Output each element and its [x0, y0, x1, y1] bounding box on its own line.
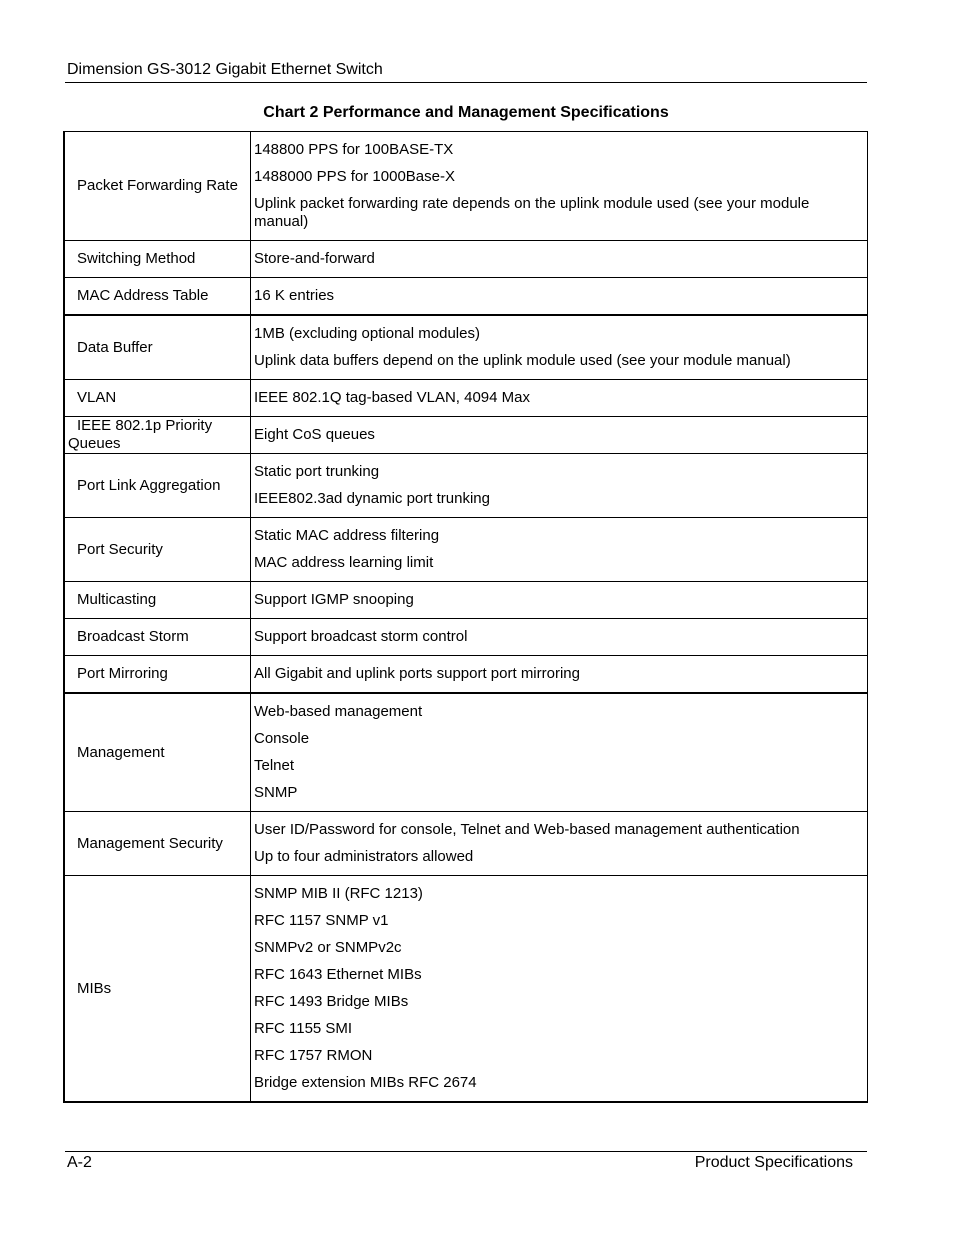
row-value-cell: [251, 619, 868, 656]
row-label: Switching Method: [77, 250, 196, 267]
row-label-cell: [64, 619, 251, 656]
value-list: [251, 876, 867, 1101]
table-row: [64, 417, 868, 454]
row-value-cell: [251, 582, 868, 619]
value-list: [251, 417, 867, 453]
value-list: [251, 454, 867, 517]
row-value-cell: [251, 656, 868, 694]
row-label: Port Mirroring: [77, 665, 168, 682]
value-item: RFC 1643 Ethernet MIBs: [254, 966, 422, 983]
chart-title: Chart 2 Performance and Management Specifications: [263, 104, 669, 121]
row-value-cell: [251, 812, 868, 876]
table-row: [64, 380, 868, 417]
row-label-cell: [64, 876, 251, 1103]
row-label: Port Link Aggregation: [77, 476, 221, 494]
row-value-cell: [251, 876, 868, 1103]
value-list: [251, 656, 867, 692]
value-item: 16 K entries: [254, 287, 335, 304]
value-item: 148800 PPS for 100BASE-TX: [254, 141, 454, 158]
row-value-cell: [251, 241, 868, 278]
value-list: [251, 278, 867, 314]
value-item: Up to four administrators allowed: [254, 848, 474, 865]
row-value-cell: [251, 518, 868, 582]
row-value-cell: [251, 693, 868, 812]
table-row: [64, 454, 868, 518]
row-value-cell: [251, 454, 868, 518]
row-label: Management: [77, 743, 165, 761]
value-list: [251, 316, 867, 379]
row-label: Data Buffer: [77, 338, 153, 356]
row-label: Port Security: [77, 540, 163, 558]
table-row: [64, 876, 868, 1103]
row-label-cell: [64, 278, 251, 316]
table-row: [64, 693, 868, 812]
row-label-cell: [64, 454, 251, 518]
value-item: Telnet: [254, 757, 295, 774]
value-item: IEEE802.3ad dynamic port trunking: [254, 490, 490, 507]
value-item: RFC 1757 RMON: [254, 1047, 373, 1064]
section-name: Product Specifications: [694, 1154, 853, 1171]
value-item: RFC 1157 SNMP v1: [254, 912, 389, 929]
value-item: Eight CoS queues: [254, 426, 375, 443]
value-item: SNMPv2 or SNMPv2c: [254, 939, 402, 956]
value-list: [251, 241, 867, 277]
row-label: VLAN: [77, 389, 117, 406]
value-item: 1MB (excluding optional modules): [254, 325, 480, 342]
table-row: [64, 582, 868, 619]
value-item: Web-based management: [254, 703, 423, 720]
row-label-cell: [64, 315, 251, 380]
value-item: Uplink data buffers depend on the uplink module used (see your module manual): [254, 352, 791, 369]
value-list: [251, 812, 867, 875]
table-row: [64, 315, 868, 380]
value-list: [251, 694, 867, 811]
value-item: Uplink packet forwarding rate depends on the uplink module used (see your module manual): [254, 195, 810, 230]
value-list: [251, 518, 867, 581]
row-label: Broadcast Storm: [77, 628, 189, 645]
value-item: MAC address learning limit: [254, 554, 434, 571]
value-item: Support IGMP snooping: [254, 591, 414, 608]
row-label-cell: [64, 241, 251, 278]
value-item: Static port trunking: [254, 463, 380, 480]
row-label-cell: [64, 582, 251, 619]
row-label-cell: [64, 518, 251, 582]
value-item: User ID/Password for console, Telnet and Web-based management authentication: [254, 821, 800, 838]
row-label-cell: [64, 812, 251, 876]
table-row: [64, 656, 868, 694]
row-label-cell: [64, 380, 251, 417]
value-item: All Gigabit and uplink ports support port mirroring: [254, 665, 580, 682]
table-row: [64, 518, 868, 582]
running-header: Dimension GS-3012 Gigabit Ethernet Switch: [67, 61, 383, 78]
value-list: [251, 132, 867, 240]
value-item: Support broadcast storm control: [254, 628, 468, 645]
page-number: A-2: [67, 1154, 92, 1171]
value-list: [251, 582, 867, 618]
value-item: RFC 1493 Bridge MIBs: [254, 993, 409, 1010]
table-row: [64, 241, 868, 278]
table-row: [64, 812, 868, 876]
value-item: Console: [254, 730, 310, 747]
value-list: [251, 619, 867, 655]
value-item: IEEE 802.1Q tag-based VLAN, 4094 Max: [254, 389, 530, 406]
value-item: Store-and-forward: [254, 250, 375, 267]
table-row: [64, 132, 868, 241]
specifications-table-body: [64, 132, 868, 1103]
header-rule: [65, 82, 867, 83]
row-value-cell: [251, 132, 868, 241]
row-label: Management Security: [77, 834, 223, 852]
value-item: Static MAC address filtering: [254, 527, 440, 544]
row-label-cell: [64, 132, 251, 241]
value-item: Bridge extension MIBs RFC 2674: [254, 1074, 477, 1091]
footer-rule: [65, 1151, 867, 1152]
value-item: SNMP MIB II (RFC 1213): [254, 885, 423, 902]
row-value-cell: [251, 380, 868, 417]
value-item: RFC 1155 SMI: [254, 1020, 353, 1037]
row-value-cell: [251, 315, 868, 380]
table-row: [64, 278, 868, 316]
specifications-table: [63, 131, 868, 1103]
value-item: SNMP: [254, 784, 298, 801]
row-label-cell: [64, 417, 251, 454]
row-label-cell: [64, 656, 251, 694]
table-row: [64, 619, 868, 656]
row-label: MAC Address Table: [77, 287, 209, 304]
row-label: Packet Forwarding Rate: [77, 177, 238, 194]
row-label: Multicasting: [77, 591, 157, 608]
row-value-cell: [251, 417, 868, 454]
row-value-cell: [251, 278, 868, 316]
value-item: 1488000 PPS for 1000Base-X: [254, 168, 455, 185]
row-label: IEEE 802.1p Priority Queues: [68, 417, 213, 452]
row-label-cell: [64, 693, 251, 812]
value-list: [251, 380, 867, 416]
row-label: MIBs: [77, 979, 112, 997]
